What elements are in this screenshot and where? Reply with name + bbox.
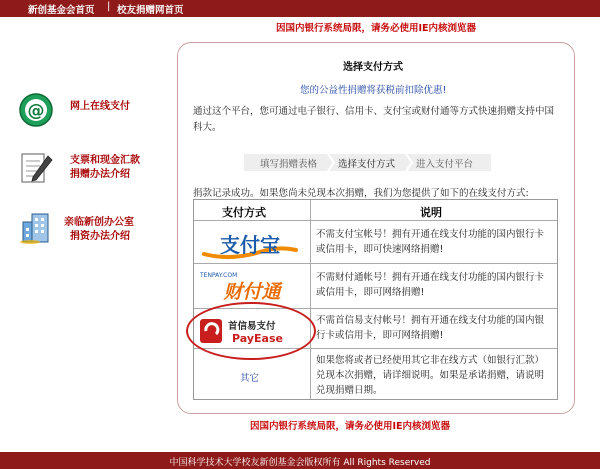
tenpay-description: 不需财付通帐号！拥有开通在线支付功能的国内银行卡或信用卡，即可网络捐赠!	[316, 272, 545, 298]
sidebar-label-check-cash-line1: 支票和现金汇款	[70, 155, 140, 166]
other-description: 如果您将或者已经使用其它非在线方式（如银行汇款）兑现本次捐赠，请详细说明。如果是承诺捐赠，请说明兑现捐赠日期。	[316, 355, 545, 396]
alipay-logo-button[interactable]	[200, 228, 300, 264]
sidebar-label-office-line1: 亲临新创办公室	[64, 217, 134, 228]
step-fill-form: 填写捐赠表格	[260, 159, 318, 170]
nav-separator: |	[107, 1, 111, 12]
intro-text: 通过这个平台，您可通过电子银行、信用卡、支付宝或财付通等方式快速捐赠支持中国科大。	[193, 106, 555, 133]
other-payment-link[interactable]: 其它	[240, 373, 260, 384]
sidebar-label-online-payment: 网上在线支付	[70, 101, 130, 112]
tenpay-logo-button[interactable]	[196, 268, 308, 304]
header-description: 说明	[420, 206, 442, 219]
office-building-icon	[18, 210, 54, 246]
alumni-donation-home-link[interactable]: 校友捐赠网首页	[117, 5, 184, 16]
alipay-description: 不需支付宝帐号！拥有开通在线支付功能的国内银行卡或信用卡，即可快速网络捐赠!	[316, 229, 545, 255]
svg-text:@: @	[27, 101, 45, 121]
at-sign-icon	[18, 92, 54, 128]
copyright-text: 中国科学技术大学校友新创基金会版权所有 All Rights Reserved	[169, 458, 431, 468]
tenpay-logo-domain: TENPAY.COM	[200, 272, 238, 279]
progress-steps	[244, 154, 491, 171]
document-pen-icon	[18, 150, 54, 186]
step-enter-platform: 进入支付平台	[416, 159, 474, 170]
step-arrow-icon	[404, 154, 414, 171]
step-select-payment: 选择支付方式	[338, 159, 396, 170]
browser-notice-top: 因国内银行系统局限，请务必使用IE内核浏览器	[276, 23, 477, 34]
foundation-home-link[interactable]: 新创基金会首页	[28, 5, 95, 16]
tenpay-logo-text: 财付通	[223, 281, 281, 303]
top-nav-bar	[0, 0, 600, 17]
payease-logo-brand: PayEase	[232, 332, 283, 345]
step-arrow-icon	[326, 154, 336, 171]
header-payment-method: 支付方式	[222, 206, 266, 219]
success-message: 捐款记录成功。如果您尚未兑现本次捐赠，我们为您提供了如下的在线支付方式:	[193, 188, 529, 199]
sidebar-label-office-line2: 捐资办法介绍	[70, 231, 130, 242]
tax-benefit-note: 您的公益性捐赠将获税前扣除优惠!	[300, 85, 447, 96]
page-title: 选择支付方式	[343, 62, 403, 73]
footer	[0, 452, 600, 469]
payease-logo-text: 首信易支付	[228, 321, 276, 332]
highlight-circle	[186, 302, 316, 360]
sidebar-label-check-cash-line2: 捐赠办法介绍	[70, 169, 130, 180]
payease-description: 不需首信易支付帐号！拥有开通在线支付功能的国内银行卡或信用卡，即可网络捐赠!	[316, 315, 545, 341]
browser-notice-bottom: 因国内银行系统局限，请务必使用IE内核浏览器	[250, 421, 451, 432]
alipay-logo-text: 支付宝	[220, 233, 280, 257]
